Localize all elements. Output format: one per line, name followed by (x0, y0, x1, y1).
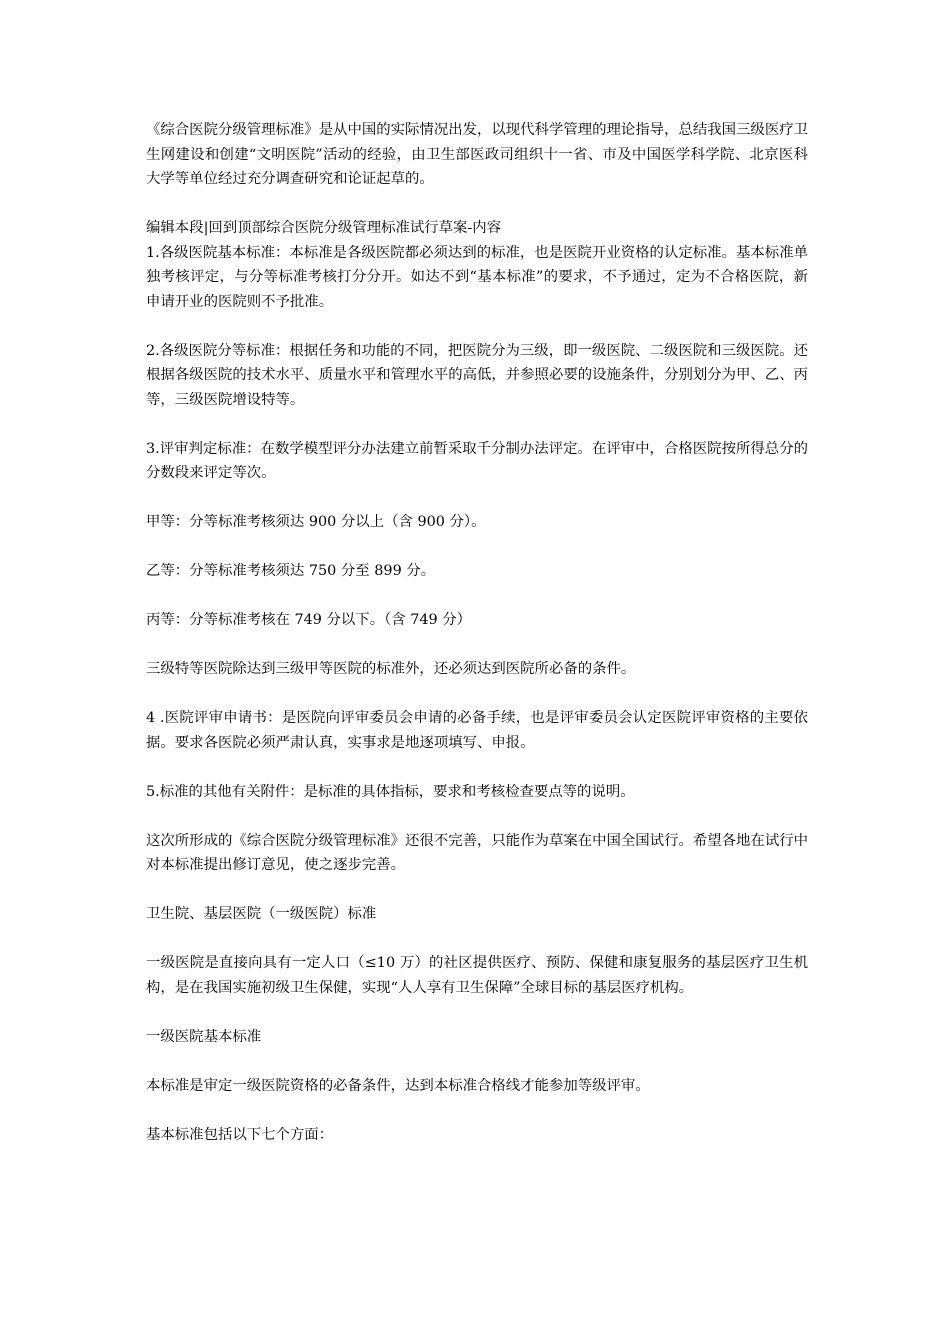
primary-hospital-heading: 卫生院、基层医院（一级医院）标准 (146, 906, 377, 922)
grade-a-line: 甲等：分等标准考核须达 900 分以上（含 900 分）。 (146, 514, 486, 530)
section-heading-link[interactable]: 编辑本段|回到顶部综合医院分级管理标准试行草案-内容 (146, 220, 502, 236)
intro-paragraph: 《综合医院分级管理标准》是从中国的实际情况出发，以现代科学管理的理论指导，总结我国三级医疗卫生网建设和创建“文明医院”活动的经验，由卫生部医政司组织十一省、市及中国医学科学院、北京医科大学等单位经过充分调查研究和论证起草的。 (146, 122, 808, 187)
basic-standard-aspects: 基本标准包括以下七个方面： (146, 1126, 334, 1143)
item-4-application: 4 .医院评审申请书：是医院向评审委员会申请的必备手续，也是评审委员会认定医院评审资格的主要依据。要求各医院必须严肃认真，实事求是地逐项填写、申报。 (146, 710, 808, 751)
draft-note-paragraph: 这次所形成的《综合医院分级管理标准》还很不完善，只能作为草案在中国全国试行。希望各地在试行中对本标准提出修订意见，使之逐步完善。 (146, 832, 808, 873)
item-2-grading-standard: 2.各级医院分等标准：根据任务和功能的不同，把医院分为三级，即一级医院、二级医院和三级医院。还根据各级医院的技术水平、质量水平和管理水平的高低，并参照必要的设施条件，分别划分为甲、乙、丙等，三级医院增设特等。 (146, 342, 808, 408)
item-3-judging-standard: 3.评审判定标准：在数学模型评分办法建立前暂采取千分制办法评定。在评审中，合格医院按所得总分的分数段来评定等次。 (146, 440, 808, 481)
item-1-basic-standard: 1.各级医院基本标准：本标准是各级医院都必须达到的标准，也是医院开业资格的认定标准。基本标准单独考核评定，与分等标准考核打分分开。如达不到“基本标准”的要求，不予通过，定为不合格医院，新申请开业的医院则不予批准。 (146, 244, 808, 310)
basic-standard-description: 本标准是审定一级医院资格的必备条件，达到本标准合格线才能参加等级评审。 (146, 1077, 650, 1094)
item-5-attachments: 5.标准的其他有关附件：是标准的具体指标，要求和考核检查要点等的说明。 (146, 783, 635, 800)
special-grade-paragraph: 三级特等医院除达到三级甲等医院的标准外，还必须达到医院所必备的条件。 (146, 661, 636, 677)
grade-c-line: 丙等：分等标准考核在 749 分以下。（含 749 分） (146, 612, 472, 628)
primary-hospital-definition: 一级医院是直接向具有一定人口（≤10 万）的社区提供医疗、预防、保健和康复服务的基层医疗卫生机构，是在我国实施初级卫生保健，实现“人人享有卫生保障”全球目标的基层医疗机构。 (146, 955, 808, 996)
grade-b-line: 乙等：分等标准考核须达 750 分至 899 分。 (146, 563, 436, 579)
document-body (146, 118, 808, 1147)
basic-standard-heading: 一级医院基本标准 (146, 1028, 262, 1045)
